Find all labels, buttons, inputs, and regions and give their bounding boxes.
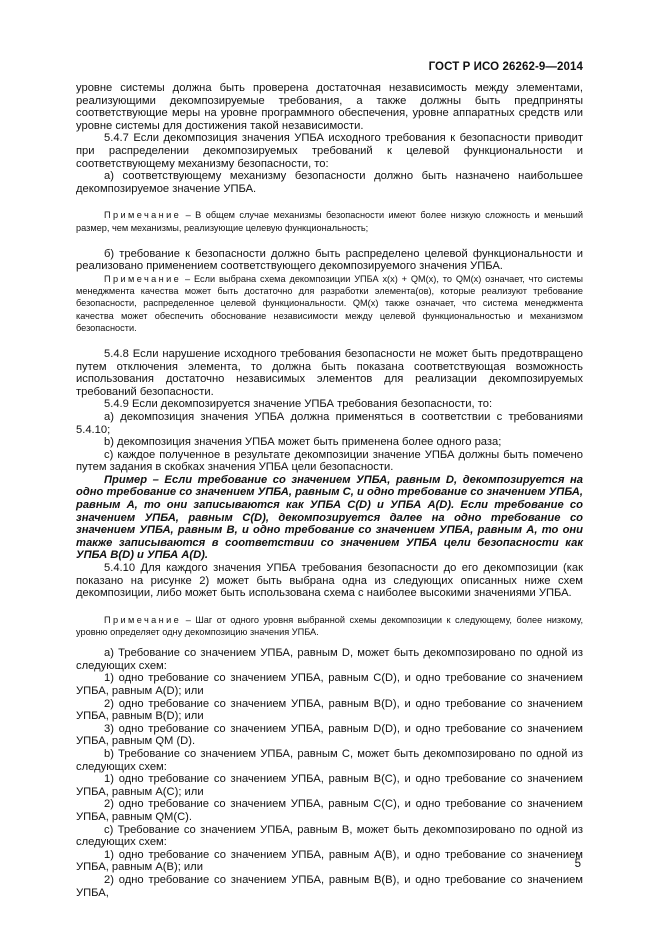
scheme-item: 3) одно требование со значением УПБА, равным D(D), и одно требование со значением УПБА, равным QM (D). — [76, 722, 583, 748]
scheme-item: 2) одно требование со значением УПБА, равным C(C), и одно требование со значением УПБА, равным QM(C). — [76, 798, 583, 823]
scheme-item: 2) одно требование со значением УПБА, равным B(D), и одно требование со значением УПБА, равным B(D); или — [76, 697, 583, 723]
note-label: Примечание — [104, 614, 182, 625]
note-text: – В общем случае механизмы безопасности имеют более низкую сложность и меньший размер, чем механизмы, реализующие целевую функциональность; — [76, 210, 583, 233]
scheme-item: 2) одно требование со значением УПБА, равным B(B), и одно требование со значением УПБА, — [76, 873, 583, 899]
page-number: 5 — [574, 858, 581, 870]
paragraph-5-4-7: 5.4.7 Если декомпозиция значения УПБА исходного требования к безопасности приводит при распределении декомпозируемых требований к целевой функциональности и соответствующему механизму безопасности, то: — [76, 132, 583, 170]
list-item: b) декомпозиция значения УПБА может быть применена более одного раза; — [104, 436, 502, 449]
document-header: ГОСТ Р ИСО 26262-9—2014 — [428, 61, 583, 73]
list-item: а) декомпозиция значения УПБА должна применяться в соответствии с требованиями 5.4.10; — [76, 410, 583, 436]
list-item: с) каждое полученное в результате декомпозиции значение УПБА должны быть помечено путем задания в скобках значения УПБА цели безопасности. — [76, 448, 583, 474]
note-label: Примечание — [104, 210, 182, 221]
scheme-item: 1) одно требование со значением УПБА, равным A(B), и одно требование со значением УПБА, равным A(B); или — [76, 848, 583, 874]
scheme-item: b) Требование со значением УПБА, равным С, может быть декомпозировано по одной из следующих схем: — [76, 747, 583, 773]
note — [76, 209, 583, 233]
list-item-b: б) требование к безопасности должно быть распределено целевой функциональности и реализовано применением соответствующего декомпозируемого значения УПБА. — [76, 247, 583, 273]
example-paragraph: Пример – Если требование со значением УПБА, равным D, декомпозируется на одно требование со значением УПБА, равным С, и одно требование со значением УПБА, равным А, то они записываются как УПБА C(D) и УПБА A(D). Если требование со значением УПБА, равным C(D), декомпозируется далее на одно требование со значением УПБА, равным В, и одно требование со значением УПБА, равным А, то они также записываются в соответствии со значением УПБА цели безопасности как УПБА B(D) и УПБА A(D). — [76, 473, 583, 562]
note-text: – Если выбрана схема декомпозиции УПБА x(x) + QM(x), то QM(x) означает, что системы менеджмента качества может быть достаточно для разработки элемента(ов), которые реализуют требование безопасности, распределенное целевой функциональности. QM(x) также означает, что система менеджмента качества может обеспечить обоснование независимости между целевой функциональностью и механизмом безопасности. — [76, 273, 583, 333]
scheme-item: с) Требование со значением УПБА, равным В, может быть декомпозировано по одной из следующих схем: — [76, 823, 583, 849]
note-text: – Шаг от одного уровня выбранной схемы декомпозиции к следующему, более низкому, уровню определяет одну декомпозицию значения УПБА. — [76, 614, 584, 638]
list-item-a: а) соответствующему механизму безопасности должно быть назначено наибольшее декомпозируемое значение УПБА. — [76, 170, 583, 195]
paragraph: уровне системы должна быть проверена достаточная независимость между элементами, реализующими декомпозируемые требования, а также должны быть предприняты соответствующие меры на уровне программного обеспечения, уровне аппаратных средств или уровне системы для достижения такой независимости. — [76, 82, 583, 132]
body-text — [76, 82, 583, 899]
note-label: Примечание — [104, 273, 182, 284]
paragraph-5-4-8: 5.4.8 Если нарушение исходного требования безопасности не может быть предотвращено путем отключения элемента, то должна быть показана соответствующая возможность использования достаточно независимых элементов для реализации декомпозируемых требований безопасности. — [76, 347, 583, 398]
note — [76, 614, 583, 638]
paragraph-5-4-10: 5.4.10 Для каждого значения УПБА требования безопасности до его декомпозиции (как показано на рисунке 2) может быть выбрана одна из следующих описанных ниже схем декомпозиции, либо может быть использована схема с наиболее высокими значениями УПБА. — [76, 562, 583, 600]
note — [76, 273, 583, 334]
scheme-item: 1) одно требование со значением УПБА, равным C(D), и одно требование со значением УПБА, равным A(D); или — [76, 672, 583, 698]
paragraph-5-4-9: 5.4.9 Если декомпозируется значение УПБА требования безопасности, то: — [104, 398, 493, 411]
scheme-item: а) Требование со значением УПБА, равным D, может быть декомпозировано по одной из следующих схем: — [76, 647, 583, 672]
scheme-item: 1) одно требование со значением УПБА, равным B(C), и одно требование со значением УПБА, равным A(C); или — [76, 773, 583, 798]
